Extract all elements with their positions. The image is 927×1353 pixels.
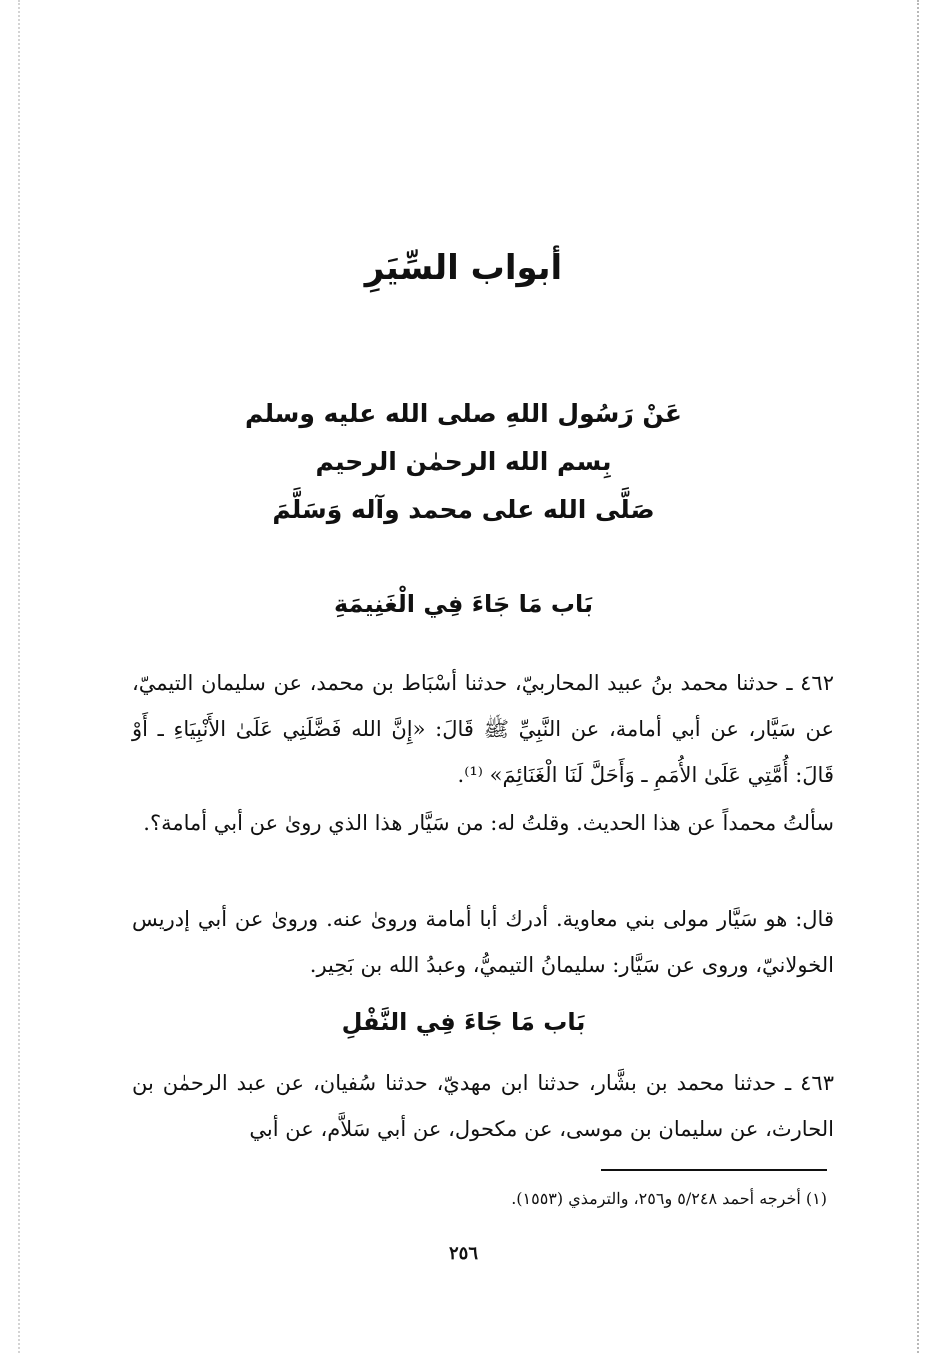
footnote: (١) أخرجه أحمد ٥/٢٤٨ و٢٥٦، والترمذي (١٥٥٣). — [511, 1189, 827, 1208]
footnote-divider — [601, 1169, 827, 1171]
invocation-line-3: صَلَّى الله على محمد وآله وَسَلَّمَ — [272, 495, 655, 524]
section-title-booty: بَاب مَا جَاءَ فِي الْغَنِيمَةِ — [333, 590, 594, 618]
hadith-462: ٤٦٢ ـ حدثنا محمد بنُ عبيد المحاربيّ، حدثنا أسْبَاط بن محمد، عن سليمان التيميّ، عن سَيَّار، عن أبي أمامة، عن النَّبِيِّ ﷺ قَالَ: «إِنَّ الله فَضَّلَنِي عَلَىٰ الأَنْبِيَاءِ ـ أَوْ قَالَ: أُمَّتِي عَلَىٰ الأُمَمِ ـ وَأَحَلَّ لَنَا الْغَنَائِمَ» ⁽¹⁾. — [132, 671, 834, 787]
invocation-block — [0, 390, 927, 534]
page-number: ٢٥٦ — [448, 1243, 478, 1264]
scan-edge-dots-right — [917, 0, 919, 1353]
chapter-title: أبواب السِّيَرِ — [364, 248, 563, 288]
commentary-answer: قال: هو سَيَّار مولى بني معاوية. أدرك أبا أمامة وروىٰ عنه. وروىٰ عن أبي إدريس الخولانيّ، وروى عن سَيَّار: سليمانُ التيميُّ، وعبدُ الله بن بَحِير. — [132, 907, 834, 977]
section-title-nafl: بَاب مَا جَاءَ فِي النَّفْلِ — [341, 1008, 586, 1036]
hadith-463: ٤٦٣ ـ حدثنا محمد بن بشَّار، حدثنا ابن مهديّ، حدثنا سُفيان، عن عبد الرحمٰن بن الحارث، عن سليمان بن موسى، عن مكحول، عن أبي سَلاَّم، عن أبي — [132, 1071, 834, 1141]
commentary-question: سألتُ محمداً عن هذا الحديث. وقلتُ له: من سَيَّار هذا الذي روىٰ عن أبي أمامة؟. — [143, 811, 834, 835]
invocation-line-1: عَنْ رَسُول اللهِ صلى الله عليه وسلم — [244, 399, 683, 428]
scan-edge-dots-left — [18, 0, 20, 1353]
invocation-line-2: بِسم الله الرحمٰن الرحيم — [315, 447, 612, 476]
